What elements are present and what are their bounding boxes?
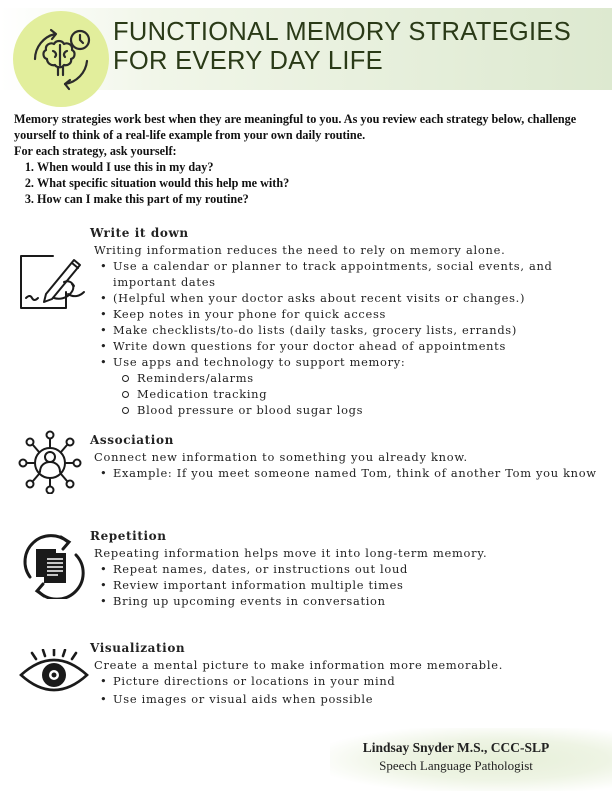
section-title: Visualization <box>90 641 186 655</box>
bullet-text: Use apps and technology to support memory: <box>113 355 406 369</box>
page-title <box>113 18 608 76</box>
section-title: Association <box>90 433 174 447</box>
section-description: Create a mental picture to make information more memorable. <box>94 658 504 672</box>
sub-bullet-list <box>113 370 608 418</box>
sub-bullet-item: Medication tracking <box>113 386 608 402</box>
bullet-item: • Review important information multiple times <box>96 577 608 593</box>
logo-badge <box>13 11 109 107</box>
hand-writing-icon <box>18 248 88 312</box>
question-item: 3. How can I make this part of my routine? <box>37 191 604 207</box>
sub-bullet-item: Blood pressure or blood sugar logs <box>113 402 608 418</box>
title-line-2: FOR EVERY DAY LIFE <box>113 47 383 75</box>
documents-refresh-icon <box>18 533 88 599</box>
intro-paragraph: Memory strategies work best when they are meaningful to you. As you review each strategy below, challenge yourself to think of a real-life example from your own daily routine. <box>14 112 577 142</box>
intro-block <box>14 111 604 207</box>
bullet-item: • Picture directions or locations in your mind <box>96 673 608 689</box>
section-description: Writing information reduces the need to rely on memory alone. <box>94 243 506 257</box>
bullet-list <box>96 465 608 481</box>
section-description: Connect new information to something you already know. <box>94 450 468 464</box>
bullet-item: • Bring up upcoming events in conversation <box>96 593 608 609</box>
bullet-item <box>96 354 608 418</box>
author-role: Speech Language Pathologist <box>379 758 533 773</box>
question-item: 1. When would I use this in my day? <box>37 159 604 175</box>
bullet-list <box>96 673 608 707</box>
section-title: Write it down <box>90 226 189 240</box>
section-description: Repeating information helps move it into long-term memory. <box>94 546 488 560</box>
bullet-item: • Use a calendar or planner to track appointments, social events, and important dates <box>96 258 608 290</box>
bullet-item: • Example: If you meet someone named Tom, think of another Tom you know <box>96 465 608 481</box>
brain-clock-icon <box>25 23 97 95</box>
bullet-item: • Use images or visual aids when possible <box>96 691 608 707</box>
bullet-list <box>96 561 608 609</box>
title-line-1: FUNCTIONAL MEMORY STRATEGIES <box>113 18 572 46</box>
intro-ask-line: For each strategy, ask yourself: <box>14 144 177 158</box>
bullet-item: • Write down questions for your doctor ahead of appointments <box>96 338 608 354</box>
bullet-item: • (Helpful when your doctor asks about recent visits or changes.) <box>96 290 608 306</box>
question-list <box>14 159 604 207</box>
eye-icon <box>18 649 90 697</box>
bullet-item: • Keep notes in your phone for quick access <box>96 306 608 322</box>
section-title: Repetition <box>90 529 167 543</box>
question-item: 2. What specific situation would this help me with? <box>37 175 604 191</box>
bullet-list <box>96 258 608 418</box>
person-network-icon <box>18 430 82 494</box>
bullet-item: • Make checklists/to-do lists (daily tasks, grocery lists, errands) <box>96 322 608 338</box>
footer-signature <box>336 740 576 774</box>
sub-bullet-item: Reminders/alarms <box>113 370 608 386</box>
bullet-item: • Repeat names, dates, or instructions out loud <box>96 561 608 577</box>
author-name: Lindsay Snyder M.S., CCC-SLP <box>362 740 550 755</box>
